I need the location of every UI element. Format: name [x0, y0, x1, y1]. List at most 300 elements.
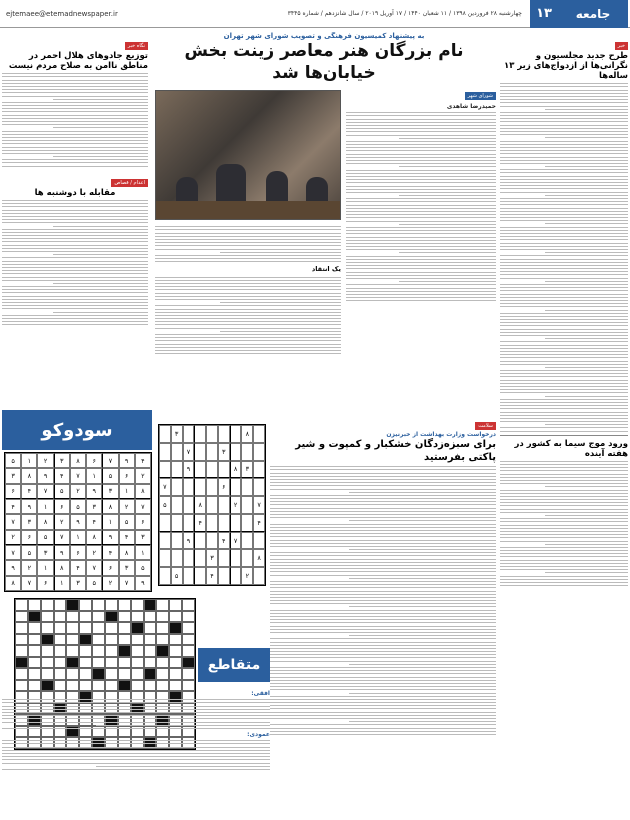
- sudoku-cell: ۷: [119, 576, 135, 591]
- article-kicker: به پیشنهاد کمیسیون فرهنگی و تصویب شورای شهر تهران: [223, 32, 425, 40]
- sudoku-cell: ۲: [119, 499, 135, 514]
- health-article: [270, 412, 496, 817]
- text-line: [500, 370, 628, 371]
- sudoku-cell: [206, 478, 218, 496]
- text-line: [2, 108, 148, 109]
- sudoku-cell: [194, 425, 206, 443]
- text-line: [500, 192, 628, 193]
- sudoku-cell: [253, 425, 265, 443]
- left-column-tag-2: اعدام / قصاص: [111, 179, 148, 187]
- section-email: ejtemaee@etemadnewspaper.ir: [6, 9, 118, 18]
- crossword-cell: [79, 599, 92, 611]
- article-body-lower: [155, 226, 341, 262]
- text-line: [155, 353, 341, 354]
- sudoku-cell: ۴: [102, 545, 118, 560]
- section-label: جامعه: [558, 0, 628, 28]
- text-line: [270, 511, 496, 512]
- text-line: [2, 722, 270, 723]
- text-line: [500, 141, 628, 142]
- text-line: [53, 127, 148, 128]
- sudoku-cell: [218, 461, 230, 479]
- crossword-cell: [92, 634, 105, 646]
- sudoku-cell: [218, 549, 230, 567]
- sudoku-cell: ۱: [102, 514, 118, 529]
- text-line: [155, 321, 341, 322]
- text-line: [545, 515, 628, 516]
- text-line: [500, 93, 628, 94]
- text-line: [2, 105, 148, 106]
- text-line: [346, 192, 496, 193]
- text-line: [270, 657, 496, 658]
- text-line: [2, 232, 148, 233]
- article-author: حمیدرضا شاهدی: [446, 103, 496, 110]
- crossword-cell: [118, 657, 131, 669]
- sudoku-cell: [159, 514, 171, 532]
- text-line: [500, 399, 628, 400]
- text-line: [349, 549, 496, 550]
- text-line: [155, 255, 341, 256]
- crossword-cell: [131, 645, 144, 657]
- text-line: [270, 600, 496, 601]
- sudoku-cell: ۴: [253, 514, 265, 532]
- health-article-headline: برای سبزه‌زدگان خشکبار و کمپوت و شیر پاکتی بفرستید: [295, 439, 496, 463]
- text-line: [346, 144, 496, 145]
- sudoku-cell: ۸: [230, 461, 242, 479]
- sudoku-cell: ۶: [54, 499, 70, 514]
- text-line: [2, 241, 148, 242]
- text-line: [2, 318, 148, 319]
- crossword-cell: [66, 622, 79, 634]
- text-line: [500, 531, 628, 532]
- text-line: [2, 153, 148, 154]
- text-line: [500, 239, 628, 240]
- text-line: [500, 364, 628, 365]
- text-line: [2, 115, 148, 116]
- crossword-cell: [54, 599, 67, 611]
- sudoku-cell: ۷: [5, 545, 21, 560]
- sudoku-cell: ۱: [21, 453, 37, 468]
- crossword-cell: [182, 611, 195, 623]
- text-line: [500, 121, 628, 122]
- text-line: [346, 233, 496, 234]
- crossword-cell: [105, 668, 118, 680]
- crossword-cell: [15, 611, 28, 623]
- sudoku-cell: ۱: [37, 560, 53, 575]
- text-line: [220, 331, 341, 332]
- text-line: [270, 622, 496, 623]
- sudoku-cell: ۹: [135, 576, 151, 591]
- crossword-cell: [28, 611, 41, 623]
- text-line: [2, 96, 148, 97]
- across-clues: [2, 699, 270, 729]
- down-clues: [2, 740, 270, 770]
- text-line: [270, 632, 496, 633]
- sudoku-cell: [230, 443, 242, 461]
- crossword-cell: [144, 599, 157, 611]
- text-line: [500, 303, 628, 304]
- text-line: [270, 645, 496, 646]
- crossword-cell: [156, 611, 169, 623]
- text-line: [346, 230, 496, 231]
- sudoku-cell: ۹: [183, 532, 195, 550]
- text-line: [500, 341, 628, 342]
- crossword-cell: [118, 599, 131, 611]
- crossword-cell: [41, 668, 54, 680]
- text-line: [346, 256, 496, 257]
- text-line: [155, 334, 341, 335]
- text-line: [270, 619, 496, 620]
- text-line: [155, 286, 341, 287]
- text-line: [500, 477, 628, 478]
- sudoku-cell: ۵: [135, 560, 151, 575]
- text-line: [155, 305, 341, 306]
- text-line: [2, 238, 148, 239]
- text-line: [2, 728, 270, 729]
- text-line: [500, 99, 628, 100]
- text-line: [346, 227, 496, 228]
- text-line: [155, 283, 341, 284]
- text-line: [349, 578, 496, 579]
- text-line: [346, 217, 496, 218]
- text-line: [500, 563, 628, 564]
- text-line: [500, 284, 628, 285]
- text-line: [270, 587, 496, 588]
- text-line: [500, 525, 628, 526]
- text-line: [500, 483, 628, 484]
- text-line: [500, 474, 628, 475]
- text-line: [346, 173, 496, 174]
- text-line: [270, 498, 496, 499]
- text-line: [270, 613, 496, 614]
- text-line: [2, 80, 148, 81]
- sudoku-cell: ۳: [5, 468, 21, 483]
- text-line: [270, 610, 496, 611]
- main-article: [152, 32, 496, 402]
- text-line: [2, 286, 148, 287]
- text-line: [2, 235, 148, 236]
- text-line: [346, 182, 496, 183]
- text-line: [270, 565, 496, 566]
- crossword-cell: [54, 634, 67, 646]
- text-line: [2, 769, 270, 770]
- sudoku-cell: [218, 514, 230, 532]
- text-line: [2, 280, 148, 281]
- text-line: [2, 277, 148, 278]
- text-line: [500, 490, 628, 491]
- sudoku-cell: [183, 514, 195, 532]
- sudoku-cell: ۱: [135, 545, 151, 560]
- text-line: [500, 550, 628, 551]
- sudoku-cell: [253, 567, 265, 585]
- text-line: [500, 179, 628, 180]
- text-line: [500, 415, 628, 416]
- text-line: [500, 271, 628, 272]
- text-line: [500, 316, 628, 317]
- text-line: [155, 299, 341, 300]
- crossword-down-heading: عمودی:: [247, 731, 270, 739]
- sudoku-cell: ۴: [119, 530, 135, 545]
- crossword-cell: [169, 657, 182, 669]
- text-line: [500, 357, 628, 358]
- sudoku-cell: ۹: [102, 530, 118, 545]
- sudoku-cell: ۵: [102, 468, 118, 483]
- crossword-cell: [92, 599, 105, 611]
- sudoku-cell: [241, 549, 253, 567]
- crossword-cell: [156, 645, 169, 657]
- text-line: [500, 480, 628, 481]
- article-headline: نام بزرگان هنر معاصر زینت بخش خیابان‌ها شد: [184, 41, 464, 83]
- sudoku-cell: ۴: [218, 532, 230, 550]
- text-line: [500, 373, 628, 374]
- text-line: [270, 536, 496, 537]
- sudoku-cell: ۵: [37, 530, 53, 545]
- text-line: [2, 73, 148, 74]
- text-line: [155, 324, 341, 325]
- text-line: [500, 265, 628, 266]
- text-line: [155, 347, 341, 348]
- text-line: [2, 699, 270, 700]
- text-line: [270, 508, 496, 509]
- text-line: [500, 208, 628, 209]
- sudoku-cell: [171, 461, 183, 479]
- sudoku-cell: [171, 496, 183, 514]
- text-line: [500, 255, 628, 256]
- text-line: [2, 261, 148, 262]
- crossword-cell: [105, 622, 118, 634]
- text-line: [500, 297, 628, 298]
- text-line: [346, 208, 496, 209]
- sudoku-cell: ۲: [230, 496, 242, 514]
- text-line: [346, 115, 496, 116]
- text-line: [500, 585, 628, 586]
- sudoku-cell: ۳: [37, 545, 53, 560]
- text-line: [346, 122, 496, 123]
- text-line: [2, 131, 148, 132]
- crossword-cell: [28, 599, 41, 611]
- text-line: [500, 313, 628, 314]
- text-line: [500, 83, 628, 84]
- text-line: [2, 213, 148, 214]
- text-line: [270, 540, 496, 541]
- right-column-tag: خبر: [615, 42, 628, 50]
- text-line: [500, 427, 628, 428]
- text-line: [270, 581, 496, 582]
- crossword-cell: [66, 599, 79, 611]
- text-line: [270, 495, 496, 496]
- text-line: [500, 262, 628, 263]
- sudoku-cell: ۶: [21, 530, 37, 545]
- text-line: [270, 571, 496, 572]
- text-line: [500, 412, 628, 413]
- crossword-cell: [105, 657, 118, 669]
- text-line: [96, 766, 270, 767]
- crossword-cell: [182, 599, 195, 611]
- sudoku-cell: [206, 425, 218, 443]
- text-line: [500, 188, 628, 189]
- article-subhead: یک انتقاد: [311, 265, 341, 274]
- sudoku-cell: [206, 443, 218, 461]
- article-body-lower-2: [155, 277, 341, 355]
- text-line: [2, 102, 148, 103]
- sudoku-cell: ۳: [21, 514, 37, 529]
- text-line: [270, 575, 496, 576]
- text-line: [270, 482, 496, 483]
- text-line: [270, 476, 496, 477]
- text-line: [500, 144, 628, 145]
- sudoku-cell: [230, 514, 242, 532]
- text-line: [270, 638, 496, 639]
- text-line: [500, 528, 628, 529]
- sudoku-cell: ۳: [218, 443, 230, 461]
- crossword-cell: [15, 599, 28, 611]
- article-body-column: [346, 112, 496, 301]
- crossword-cell: [28, 622, 41, 634]
- text-line: [2, 267, 148, 268]
- crossword-cell: [169, 611, 182, 623]
- text-line: [2, 743, 270, 744]
- sudoku-cell: ۷: [37, 484, 53, 499]
- sudoku-cell: [159, 567, 171, 585]
- sudoku-cell: ۹: [5, 560, 21, 575]
- text-line: [220, 302, 341, 303]
- sudoku-cell: ۳: [102, 484, 118, 499]
- sudoku-cell: ۷: [102, 453, 118, 468]
- crossword-cell: [79, 668, 92, 680]
- text-line: [2, 137, 148, 138]
- sudoku-cell: ۳: [86, 499, 102, 514]
- text-line: [270, 517, 496, 518]
- text-line: [2, 248, 148, 249]
- text-line: [500, 102, 628, 103]
- text-line: [349, 693, 496, 694]
- sudoku-cell: ۴: [194, 514, 206, 532]
- crossword-cell: [92, 645, 105, 657]
- sudoku-cell: [159, 425, 171, 443]
- sudoku-cell: ۹: [21, 499, 37, 514]
- right-column-body: [500, 83, 628, 431]
- text-line: [500, 294, 628, 295]
- text-line: [346, 249, 496, 250]
- date-line: چهارشنبه ۲۸ فروردین ۱۳۹۸ / ۱۱ شعبان ۱۴۴۰ / ۱۷ آوریل ۲۰۱۹ / سال شانزدهم / شماره ۳۴۴۵: [287, 10, 522, 17]
- text-line: [2, 753, 270, 754]
- text-line: [270, 702, 496, 703]
- sudoku-cell: ۴: [206, 567, 218, 585]
- text-line: [500, 230, 628, 231]
- sudoku-cell: [218, 496, 230, 514]
- sudoku-cell: [253, 461, 265, 479]
- sudoku-cell: [253, 532, 265, 550]
- crossword-cell: [169, 622, 182, 634]
- crossword-cell: [169, 645, 182, 657]
- text-line: [155, 337, 341, 338]
- sudoku-cell: ۵: [119, 514, 135, 529]
- text-line: [2, 315, 148, 316]
- sudoku-cell: ۹: [37, 468, 53, 483]
- sudoku-cell: ۹: [86, 484, 102, 499]
- text-line: [500, 115, 628, 116]
- text-line: [2, 92, 148, 93]
- text-line: [155, 350, 341, 351]
- sudoku-cell: ۳: [119, 560, 135, 575]
- text-line: [270, 591, 496, 592]
- text-line: [349, 635, 496, 636]
- text-line: [346, 291, 496, 292]
- sudoku-cell: ۳: [206, 549, 218, 567]
- sudoku-cell: [183, 496, 195, 514]
- text-line: [2, 83, 148, 84]
- text-line: [346, 284, 496, 285]
- sudoku-cell: [171, 443, 183, 461]
- text-line: [270, 661, 496, 662]
- crossword-cell: [105, 611, 118, 623]
- text-line: [53, 99, 148, 100]
- crossword-cell: [66, 657, 79, 669]
- text-line: [2, 299, 148, 300]
- text-line: [500, 345, 628, 346]
- sudoku-cell: ۵: [5, 453, 21, 468]
- crossword-cell: [79, 645, 92, 657]
- sudoku-cell: ۸: [5, 576, 21, 591]
- text-line: [500, 576, 628, 577]
- crossword-cell: [118, 634, 131, 646]
- text-line: [399, 252, 497, 253]
- text-line: [399, 281, 497, 282]
- text-line: [2, 750, 270, 751]
- text-line: [270, 686, 496, 687]
- text-line: [155, 293, 341, 294]
- sudoku-cell: ۵: [54, 484, 70, 499]
- text-line: [500, 402, 628, 403]
- text-line: [346, 211, 496, 212]
- text-line: [155, 318, 341, 319]
- text-line: [500, 502, 628, 503]
- text-line: [53, 312, 148, 313]
- crossword-cell: [118, 645, 131, 657]
- text-line: [2, 206, 148, 207]
- text-line: [346, 119, 496, 120]
- text-line: [500, 182, 628, 183]
- crossword-title: متقاطع: [198, 648, 270, 682]
- text-line: [270, 524, 496, 525]
- sudoku-cell: [183, 478, 195, 496]
- text-line: [2, 76, 148, 77]
- text-line: [270, 504, 496, 505]
- text-line: [2, 257, 148, 258]
- sudoku-cell: [206, 532, 218, 550]
- text-line: [270, 594, 496, 595]
- sudoku-cell: ۸: [86, 530, 102, 545]
- text-line: [2, 756, 270, 757]
- crossword-cell: [79, 611, 92, 623]
- text-line: [2, 251, 148, 252]
- sudoku-cell: ۶: [218, 478, 230, 496]
- text-line: [500, 246, 628, 247]
- text-line: [155, 245, 341, 246]
- text-line: [155, 239, 341, 240]
- text-line: [399, 138, 497, 139]
- sudoku-cell: ۲: [241, 567, 253, 585]
- text-line: [2, 264, 148, 265]
- crossword-cell: [79, 634, 92, 646]
- sudoku-cell: ۲: [102, 576, 118, 591]
- text-line: [500, 383, 628, 384]
- text-line: [2, 210, 148, 211]
- crossword-cell: [118, 611, 131, 623]
- text-line: [346, 205, 496, 206]
- text-line: [270, 626, 496, 627]
- text-line: [500, 169, 628, 170]
- text-line: [349, 664, 496, 665]
